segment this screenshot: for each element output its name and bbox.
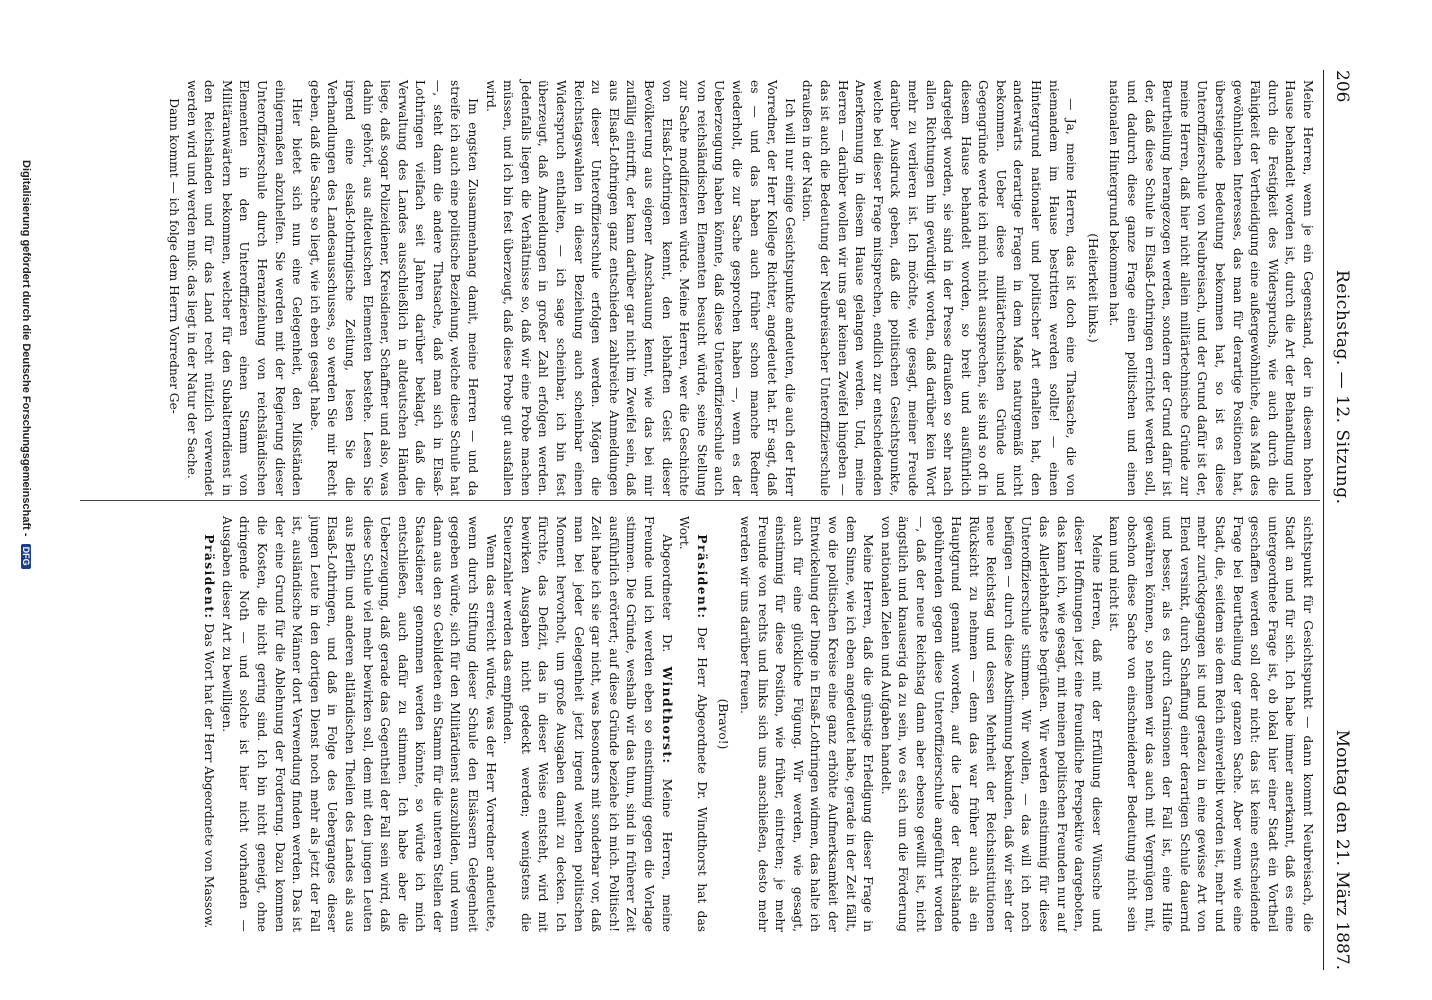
speaker-title: Abgeordneter Dr. (659, 534, 674, 653)
speech-text: Der Herr Abgeordnete Dr. Windthorst hat das Wort. (677, 516, 709, 932)
session-date: Montag den 21. März 1887. (1332, 729, 1352, 970)
windthorst-paragraph (499, 516, 675, 932)
paragraph: sichtspunkt für Gesichtspunkt — dann kommt Neubreisach, die Stadt an und für sich. Ich habe immer anerkannt, daß es eine untergeordnete Frage ist, ob lokal hier einer Stadt ein Vortheil geschaffen werden soll oder nicht: das ist keine entscheidende Frage bei Beurtheilung der ganzen Sache. Aber wenn wie eine Stadt, die, seitdem sie dem Reich einverleibt worden ist, mehr und mehr zurückgegangen ist und geradezu in eine gewisse Art von Elend versinkt, durch Schaffung einer derartigen Schule dauernd und besser, als es durch Garnisonen der Fall ist, eine Hilfe gewähren können, so nehmen wir das auch mit Vergnügen mit, obschon diese Sache von einschneidender Bedeutung nicht sein kann und nicht ist. (1107, 516, 1315, 932)
paragraph: Meine Herren, daß die günstige Erledigung dieser Frage in dem Sinne, wie ich eben angedeutet habe, gerade in der Zeit fällt, wo die politischen Kreise eine ganz erhöhte Aufmerksamkeit der Entwickelung der Dinge in Elsaß-Lothringen widmen, das halte ich auch für eine glückliche Fügung. Wir werden, wie gesagt, einstimmig für diese Position, wie früher, eintreten; je mehr Freunde von rechts und links sich uns anschließen, desto mehr werden wir uns darüber freuen. (738, 516, 876, 932)
speech-text: Das Wort hat der Herr Abgeordnete von Massow. (202, 623, 217, 929)
header-rule (1323, 70, 1324, 970)
page-number: 206 (1332, 70, 1352, 103)
paragraph: Ich will nur einige Gesichtspunkte andeuten, die auch der Herr Vorredner, der Herr Kollege Richter, angedeutet hat. Er sagt, daß es — und das haben auch früher schon manche Redner wiederholt, die zur Sache gesprochen haben —, wenn es der Ueberzeugung haben könnte, daß diese Unteroffizierschule auch von reichsländischen Elementen besucht würde, seine Stellung zur Sache modifizieren würde. Meine Herren, wer die Geschichte von Elsaß-Lothringen kennt, den lebhaften Geist dieser Bevölkerung aus eigener Anschauung kennt, wie das bei mir zufällig eintrifft, der kann darüber gar nicht im Zweifel sein, daß aus Elsaß-Lothringen ganz entschieden zahlreiche Anmeldungen zu dieser Unteroffizierschule erfolgen werden. Mögen die Reichstagswahlen in dieser Beziehung auch scheinbar einen Widerspruch enthalten, — ich sage scheinbar, ich bin fest überzeugt, daß Anmeldungen in großer Zahl erfolgen werden. Jedenfalls liegen die Verhältnisse so, daß wir eine Probe machen müssen, und ich bin fest überzeugt, daß diese Probe gut ausfallen wird. (483, 80, 797, 496)
right-column (200, 516, 1316, 932)
paragraph: Im engsten Zusammenhang damit, meine Herren — und da streife ich auch eine politische Beziehung, welche diese Schule hat —, steht dann die andere Thatsache, daß man sich in Elsaß-Lothringen vielfach seit Jahren darüber beklagt, daß die Verwaltung des Landes ausschließlich in altdeutschen Händen liege, daß sogar Polizeidiener, Kreisdiener, Schaffner und also, was dahin gehört, aus altdeutschen Elementen bestehe. Lesen Sie irgend eine elsaß-lothringische Zeitung, lesen Sie die Verhandlungen des Landesausschusses, so werden Sie mir Recht geben, daß die Sache so liegt, wie ich eben gesagt habe. (307, 80, 481, 496)
paragraph: Dann kommt — ich folge dem Herrn Vorredner Ge- (167, 98, 181, 414)
column-divider (80, 500, 1320, 501)
speaker-name: Präsident: (694, 534, 709, 620)
speech-text: Meine Herren, meine Freunde und ich werden eben so einstimmig gegen die Vorlage stimmen. Die Gründe, weshalb wir das thun, sind in früherer Zeit ausführlich erörtert; auf diese Gründe beziehe ich mich. Politisch! Zeit habe ich sie gar nicht, was besonders mit sonderbar vor, daß man bei jeder Gelegenheit jetzt irgend welchen politischen Moment hervorholt, um große Ausgaben damit zu decken. Ich fürchte, das Defizit, das in dieser Weise entsteht, wird mit bewirken Ausgaben nicht gedeckt werden; wenigstens die Steuerzahler werden das empfinden. (501, 516, 674, 933)
running-title: Reichstag. — 12. Sitzung. (1332, 270, 1352, 505)
president-paragraph (675, 516, 710, 932)
paragraph: Wenn das erreicht würde, was der Herr Vorredner andeutete, wenn durch Stiftung dieser Schule den Elsässern Gelegenheit gegeben würde, sich für den Militärdienst auszubilden, und wenn dann aus den so Gebildeten ein Stamm für die unteren Stellen der Staatsdiener genommen werden könnte, so würde ich mich entschließen, auch dafür zu stimmen. Ich habe aber die Ueberzeugung, daß gerade das Gegentheil der Fall sein wird, daß diese Schule viel mehr bewirken soll, dem mit den jungen Leuten aus Berlin und anderen altländischen Theilen des Landes als aus Elsaß-Lothringen, und daß in Folge des Ueberganges dieser jungen Leute in den dortigen Dienst noch mehr als jetzt der Fall ist, ausländische Männer dort Verwendung finden werden. Das ist der eine Grund für die Ablehnung der Forderung. Dazu kommen die Kosten, die nicht gering sind. Ich bin nicht geneigt, ohne dringende Noth — und solche ist hier nicht vorhanden — Ausgaben dieser Art zu bewilligen. (219, 516, 498, 932)
paragraph: Meine Herren, wenn je ein Gegenstand, der in diesem hohen Hause behandelt worden ist, durch die Art der Behandlung und durch die Festigkeit des Widerspruchs, wie auch durch die Fähigkeit der Vertheidigung eine außergewöhnliche, das Maß des gewöhnlichen Interesses, das man für derartige Positionen hat, übersteigende Bedeutung bekommen hat, so ist es diese Unteroffizierschule von Neubreisach, und der Grund dafür ist der, meine Herren, daß hier nicht allein militärtechnische Gründe zur Beurtheilung herangezogen werden, sondern der Grund dafür ist der, daß diese Schule in Elsaß-Lothringen errichtet werden soll, und dadurch diese ganze Frage einen politischen und einen nationalen Hintergrund bekommen hat. (1107, 80, 1315, 496)
speaker-name: Windthorst: (659, 666, 674, 765)
dfg-logo: DFG (21, 544, 31, 569)
left-column (164, 80, 1316, 496)
stage-direction: (Bravo!) (716, 698, 731, 750)
digitization-credit (18, 160, 32, 760)
stage-direction: (Heiterkeit links.) (1085, 233, 1100, 343)
paragraph: Meine Herren, daß mit der Erfüllung dieser Wünsche und dieser Hoffnungen jetzt eine freundliche Perspektive dargeboten, das kann ich, wie gesagt, mit meinen politischen Freunden nur auf das Allerlebhafteste begrüßen. Wir werden einstimmig für diese Unteroffizierschule stimmen. Wir wollen, — das will ich noch beifügen — durch diese Abstimmung bekunden, daß wir sehr der neue Reichstag und dessen Mehrheit der Reichsinstitutionen Rücksicht zu nehmen — denn das war früher auch als ein Hauptgrund genannt worden, auf die Lage der Reichslande gebührenden gegen diese Unteroffizierschule angeführt worden —, daß der neue Reichstag dann aber ebenso gewillt ist, nicht ängstlich und knauserig da zu sein, wo es sich um die Förderung von nationalen Zielen und Aufgaben handelt. (878, 516, 1104, 932)
credit-text: Digitalisierung gefördert durch die Deutsche Forschungsgemeinschaft - (20, 160, 32, 537)
page-header (1324, 70, 1354, 970)
paragraph: Hier bietet sich nun eine Gelegenheit, den Mißständen einigermaßen abzuhelfen. Sie werden mit der Regierung dieser Unteroffizierschule durch Heranziehung von reichsländischen Elementen in den Unteroffizieren einen Stamm von Militäranwärtern bekommen, welcher für den Subalterndienst in den Reichslanden und für das Land recht nützlich verwendet werden wird und werden muß: das liegt in der Natur der Sache. (184, 80, 305, 496)
speaker-name: Präsident: (202, 534, 217, 620)
paragraph: — Ja, meine Herren, das ist doch eine Thatsache, die von niemandem im Hause bestritten werden sollte! — einen Hintergrund nationaler und politischer Art erhalten hat, den anderwärts derartige Fragen in dem Maße naturgemäß nicht bekommen. Ueber diese militärtechnischen Gründe und Gegengründe werde ich mich nicht aussprechen, sie sind so oft in diesem Hause behandelt worden, so breit und ausführlich dargelegt worden, sie sind in der Presse draußen so sehr nach allen Richtungen hin gewürdigt worden, daß darüber kein Wort mehr zu verlieren ist. Ich möchte, wie gesagt, meiner Freude darüber Ausdruck geben, daß die politischen Gesichtspunkte, welche bei dieser Frage mitsprechen, endlich zur entscheidenden Anerkennung in diesem Hause gelangen werden. Und, meine Herren — darüber wollen wir uns gar keinen Zweifel hingeben — das ist auch die Bedeutung der Neubreisacher Unteroffizierschule draußen in der Nation. (800, 80, 1079, 496)
president-paragraph (200, 516, 218, 932)
